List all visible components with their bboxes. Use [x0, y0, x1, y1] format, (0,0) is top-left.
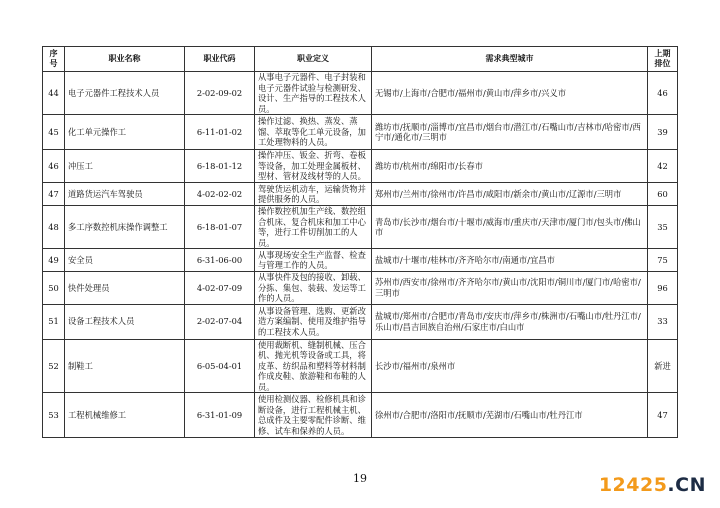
occupation-code: 6-11-01-02: [185, 115, 255, 150]
demand-cities: 盐城市/十堰市/桂林市/齐齐哈尔市/南通市/宜昌市: [372, 249, 648, 272]
occupation-name: 多工序数控机床操作调整工: [65, 206, 185, 249]
occupation-definition: 驾驶货运机动车，运输货物并提供服务的人员。: [255, 183, 372, 206]
occupation-code: 2-02-07-04: [185, 304, 255, 339]
table-row: [43, 206, 678, 249]
table-row: [43, 304, 678, 339]
table-row: [43, 72, 678, 115]
occupation-table: [42, 46, 678, 438]
occupation-name: 电子元器件工程技术人员: [65, 72, 185, 115]
occupation-code: 6-05-04-01: [185, 339, 255, 393]
occupation-definition: 从事快件及包的接收、卸载、分拣、集包、装载、发运等工作的人员。: [255, 272, 372, 305]
occupation-name: 安全员: [65, 249, 185, 272]
previous-rank: 新进: [648, 339, 678, 393]
table-row: [43, 249, 678, 272]
table-row: [43, 339, 678, 393]
previous-rank: 35: [648, 206, 678, 249]
previous-rank: 39: [648, 115, 678, 150]
occupation-definition: 从事电子元器件、电子封装和电子元器件试验与检测研发、设计、生产指导的工程技术人员。: [255, 72, 372, 115]
occupation-code: 6-31-01-09: [185, 393, 255, 438]
table-row: [43, 393, 678, 438]
occupation-name: 快件处理员: [65, 272, 185, 305]
occupation-name: 冲压工: [65, 150, 185, 183]
occupation-code: 2-02-09-02: [185, 72, 255, 115]
row-number: 50: [43, 272, 65, 305]
row-number: 44: [43, 72, 65, 115]
occupation-definition: 从事设备管理、选购、更新改造方案编制、使用及维护指导的工程技术人员。: [255, 304, 372, 339]
occupation-name: 化工单元操作工: [65, 115, 185, 150]
previous-rank: 75: [648, 249, 678, 272]
previous-rank: 42: [648, 150, 678, 183]
occupation-definition: 使用裁断机、缝制机械、压合机、抛光机等设备或工具，将皮革、纺织品和塑料等材料制作成皮鞋、旅游鞋和布鞋的人员。: [255, 339, 372, 393]
demand-cities: 苏州市/西安市/徐州市/齐齐哈尔市/黄山市/沈阳市/铜川市/厦门市/哈密市/三明市: [372, 272, 648, 305]
table-row: [43, 183, 678, 206]
row-number: 52: [43, 339, 65, 393]
row-number: 47: [43, 183, 65, 206]
table-row: [43, 150, 678, 183]
occupation-definition: 操作数控机加生产线、数控组合机床、复合机床和加工中心等，进行工件切削加工的人员。: [255, 206, 372, 249]
occupation-definition: 操作过滤、换热、蒸发、蒸馏、萃取等化工单元设备，加工处理物料的人员。: [255, 115, 372, 150]
occupation-definition: 从事现场安全生产监督、检查与管理工作的人员。: [255, 249, 372, 272]
occupation-name: 工程机械维修工: [65, 393, 185, 438]
previous-rank: 47: [648, 393, 678, 438]
occupation-code: 4-02-07-09: [185, 272, 255, 305]
row-number: 49: [43, 249, 65, 272]
previous-rank: 60: [648, 183, 678, 206]
row-number: 48: [43, 206, 65, 249]
previous-rank: 33: [648, 304, 678, 339]
header-code: 职业代码: [185, 47, 255, 72]
previous-rank: 46: [648, 72, 678, 115]
demand-cities: 无锡市/上海市/合肥市/福州市/黄山市/萍乡市/兴义市: [372, 72, 648, 115]
demand-cities: 潍坊市/抚顺市/淄博市/宜昌市/烟台市/潜江市/石嘴山市/吉林市/哈密市/西宁市/通化市/三明市: [372, 115, 648, 150]
header-prev-rank: 上期 排位: [648, 47, 678, 72]
header-name: 职业名称: [65, 47, 185, 72]
demand-cities: 青岛市/长沙市/烟台市/十堰市/威海市/重庆市/天津市/厦门市/包头市/佛山市: [372, 206, 648, 249]
demand-cities: 郑州市/兰州市/徐州市/许昌市/咸阳市/新余市/黄山市/辽源市/三明市: [372, 183, 648, 206]
row-number: 51: [43, 304, 65, 339]
header-definition: 职业定义: [255, 47, 372, 72]
table-row: [43, 115, 678, 150]
occupation-code: 6-18-01-12: [185, 150, 255, 183]
header-no: 序号: [43, 47, 65, 72]
occupation-definition: 操作冲压、钣金、折弯、卷板等设备，加工处理金属板材、型材、管材及线材等的人员。: [255, 150, 372, 183]
demand-cities: 徐州市/合肥市/洛阳市/抚顺市/芜湖市/石嘴山市/牡丹江市: [372, 393, 648, 438]
page-number: 19: [353, 472, 367, 485]
row-number: 53: [43, 393, 65, 438]
occupation-code: 6-18-01-07: [185, 206, 255, 249]
row-number: 46: [43, 150, 65, 183]
occupation-name: 道路货运汽车驾驶员: [65, 183, 185, 206]
occupation-name: 制鞋工: [65, 339, 185, 393]
site-watermark-logo: 12425.CN: [598, 474, 706, 496]
header-cities: 需求典型城市: [372, 47, 648, 72]
occupation-definition: 使用检测仪器、检修机具和诊断设备，进行工程机械主机、总成件及主要零配件诊断、维修、试车和保养的人员。: [255, 393, 372, 438]
occupation-code: 6-31-06-00: [185, 249, 255, 272]
occupation-name: 设备工程技术人员: [65, 304, 185, 339]
occupation-code: 4-02-02-02: [185, 183, 255, 206]
demand-cities: 长沙市/福州市/泉州市: [372, 339, 648, 393]
previous-rank: 96: [648, 272, 678, 305]
row-number: 45: [43, 115, 65, 150]
demand-cities: 潍坊市/杭州市/绵阳市/长春市: [372, 150, 648, 183]
table-header-row: [43, 47, 678, 72]
table-row: [43, 272, 678, 305]
demand-cities: 盐城市/郑州市/合肥市/青岛市/安庆市/萍乡市/株洲市/石嘴山市/牡丹江市/乐山市/昌吉回族自治州/石家庄市/白山市: [372, 304, 648, 339]
